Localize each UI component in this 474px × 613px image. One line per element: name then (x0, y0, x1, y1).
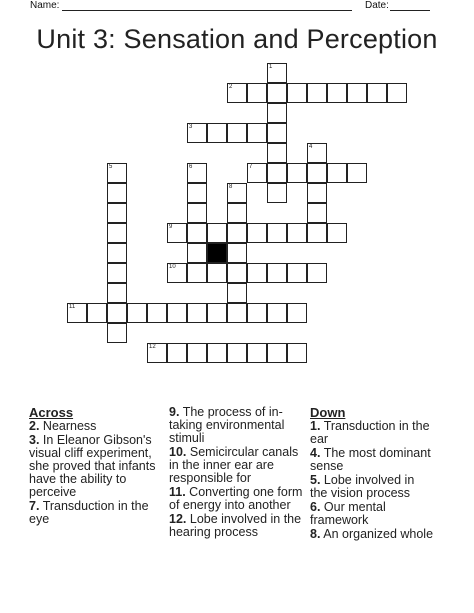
crossword-cell[interactable] (327, 163, 347, 183)
clue-down-6: 6. Our mental framework (310, 500, 386, 527)
crossword-cell[interactable] (227, 183, 247, 203)
cell-number: 9 (169, 224, 173, 230)
across-clues-column-1 (29, 406, 164, 527)
crossword-cell[interactable] (187, 203, 207, 223)
clue-across-7: 7. Transduction in the eye (29, 499, 149, 526)
crossword-cell[interactable] (167, 223, 187, 243)
crossword-cell[interactable] (207, 263, 227, 283)
blocked-square (207, 243, 227, 263)
crossword-cell[interactable] (147, 303, 167, 323)
crossword-cell[interactable] (107, 163, 127, 183)
crossword-cell[interactable] (167, 343, 187, 363)
crossword-cell[interactable] (267, 343, 287, 363)
crossword-cell[interactable] (267, 183, 287, 203)
crossword-cell[interactable] (327, 223, 347, 243)
crossword-cell[interactable] (247, 303, 267, 323)
crossword-cell[interactable] (267, 103, 287, 123)
crossword-cell[interactable] (107, 183, 127, 203)
crossword-cell[interactable] (227, 123, 247, 143)
crossword-cell[interactable] (267, 303, 287, 323)
cell-number: 10 (169, 264, 176, 270)
crossword-cell[interactable] (287, 223, 307, 243)
crossword-cell[interactable] (307, 223, 327, 243)
crossword-cell[interactable] (167, 303, 187, 323)
crossword-cell[interactable] (207, 343, 227, 363)
cell-number: 7 (249, 164, 253, 170)
cell-number: 2 (229, 84, 233, 90)
cell-number: 4 (309, 144, 313, 150)
crossword-cell[interactable] (327, 83, 347, 103)
crossword-cell[interactable] (267, 163, 287, 183)
cell-number: 11 (69, 304, 76, 310)
crossword-cell[interactable] (267, 223, 287, 243)
crossword-cell[interactable] (227, 243, 247, 263)
crossword-cell[interactable] (207, 303, 227, 323)
crossword-cell[interactable] (287, 343, 307, 363)
crossword-cell[interactable] (227, 83, 247, 103)
clue-across-10: 10. Semicircular canals in the inner ear are responsible for (169, 445, 299, 485)
crossword-cell[interactable] (187, 123, 207, 143)
clue-across-2: 2. Nearness (29, 419, 97, 433)
crossword-cell[interactable] (307, 143, 327, 163)
crossword-cell[interactable] (247, 223, 267, 243)
crossword-cell[interactable] (207, 223, 227, 243)
clue-down-1: 1. Transduction in the ear (310, 419, 430, 446)
crossword-cell[interactable] (127, 303, 147, 323)
clue-down-4: 4. The most dominant sense (310, 446, 431, 473)
crossword-cell[interactable] (107, 263, 127, 283)
crossword-cell[interactable] (67, 303, 87, 323)
down-clues-column (310, 406, 435, 542)
across-clues-column-2 (169, 406, 304, 540)
crossword-cell[interactable] (187, 243, 207, 263)
crossword-cell[interactable] (267, 83, 287, 103)
crossword-cell[interactable] (207, 123, 227, 143)
clue-across-9: 9. The process of in-taking environmental stimuli (169, 405, 285, 445)
crossword-cell[interactable] (227, 223, 247, 243)
crossword-cell[interactable] (167, 263, 187, 283)
crossword-cell[interactable] (107, 303, 127, 323)
crossword-cell[interactable] (387, 83, 407, 103)
crossword-cell[interactable] (227, 303, 247, 323)
clue-down-8: 8. An organized whole (310, 527, 434, 541)
cell-number: 3 (189, 124, 193, 130)
crossword-cell[interactable] (247, 83, 267, 103)
crossword-cell[interactable] (107, 323, 127, 343)
cell-number: 8 (229, 184, 233, 190)
crossword-cell[interactable] (267, 63, 287, 83)
crossword-cell[interactable] (107, 283, 127, 303)
clue-down-5: 5. Lobe involved in the vision process (310, 473, 415, 500)
crossword-cell[interactable] (107, 203, 127, 223)
name-label: Name: (30, 0, 60, 11)
crossword-cell[interactable] (227, 263, 247, 283)
crossword-cell[interactable] (247, 263, 267, 283)
crossword-cell[interactable] (307, 203, 327, 223)
crossword-cell[interactable] (307, 163, 327, 183)
across-heading: Across (29, 405, 74, 420)
crossword-cell[interactable] (267, 123, 287, 143)
crossword-cell[interactable] (187, 303, 207, 323)
crossword-cell[interactable] (267, 143, 287, 163)
crossword-cell[interactable] (367, 83, 387, 103)
crossword-cell[interactable] (247, 123, 267, 143)
crossword-cell[interactable] (267, 263, 287, 283)
crossword-cell[interactable] (87, 303, 107, 323)
crossword-cell[interactable] (187, 343, 207, 363)
crossword-cell[interactable] (287, 263, 307, 283)
crossword-cell[interactable] (107, 243, 127, 263)
clue-across-3: 3. In Eleanor Gibson's visual cliff experiment, she proved that infants have the ability to perceive (29, 433, 156, 499)
crossword-cell[interactable] (287, 303, 307, 323)
cell-number: 5 (109, 164, 113, 170)
crossword-cell[interactable] (147, 343, 167, 363)
crossword-cell[interactable] (107, 223, 127, 243)
crossword-cell[interactable] (247, 163, 267, 183)
crossword-cell[interactable] (307, 263, 327, 283)
crossword-cell[interactable] (187, 163, 207, 183)
crossword-cell[interactable] (347, 163, 367, 183)
crossword-cell[interactable] (227, 203, 247, 223)
clue-across-12: 12. Lobe involved in the hearing process (169, 512, 302, 539)
crossword-cell[interactable] (287, 163, 307, 183)
crossword-cell[interactable] (307, 83, 327, 103)
crossword-cell[interactable] (187, 223, 207, 243)
down-heading: Down (310, 405, 346, 420)
clue-across-11: 11. Converting one form of energy into another (169, 485, 303, 512)
crossword-cell[interactable] (287, 83, 307, 103)
crossword-cell[interactable] (187, 183, 207, 203)
crossword-cell[interactable] (347, 83, 367, 103)
crossword-cell[interactable] (227, 343, 247, 363)
page-title: Unit 3: Sensation and Perception (36, 24, 438, 54)
cell-number: 12 (149, 344, 156, 350)
crossword-cell[interactable] (307, 183, 327, 203)
cell-number: 6 (189, 164, 193, 170)
date-label: Date: (365, 0, 389, 11)
cell-number: 1 (269, 64, 273, 70)
crossword-cell[interactable] (187, 263, 207, 283)
crossword-cell[interactable] (227, 283, 247, 303)
crossword-cell[interactable] (247, 343, 267, 363)
